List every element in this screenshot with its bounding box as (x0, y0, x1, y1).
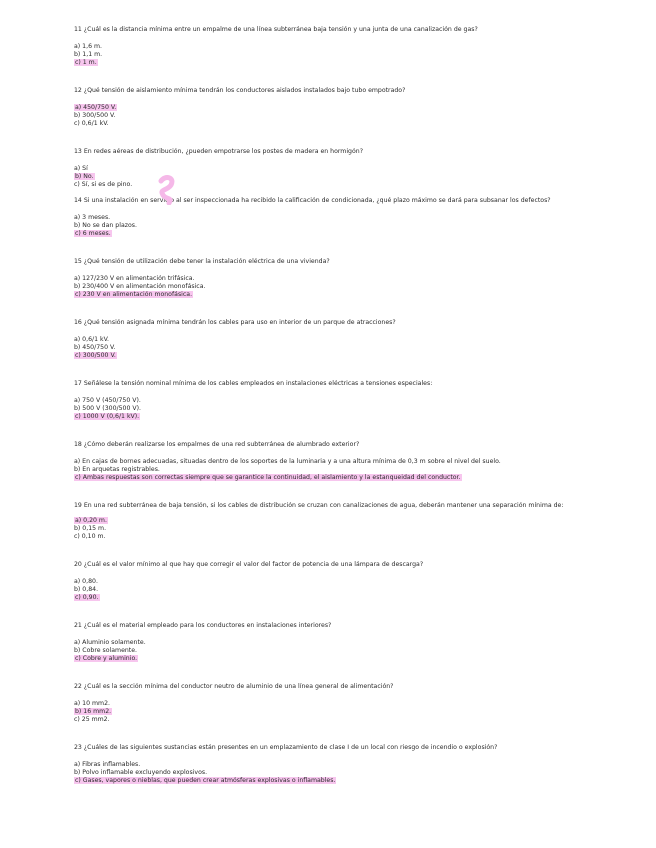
option-b: b) 300/500 V. (74, 112, 116, 119)
option-c-answer: c) 230 V en alimentación monofásica. (75, 291, 193, 298)
option-a: a) 750 V (450/750 V). (74, 397, 141, 404)
option-a: a) Fibras inflamables. (74, 761, 141, 768)
question-text: 17 Señálese la tensión nominal mínima de los cables empleados en instalaciones eléctricas a tensiones especiales: (74, 380, 433, 387)
option-a: a) 3 meses. (74, 214, 111, 221)
option-a-answer: a) 450/750 V. (75, 104, 117, 111)
option-c: c) Sí, si es de pino. (74, 181, 133, 188)
question-text: 21 ¿Cuál es el material empleado para los conductores en instalaciones interiores? (74, 622, 332, 629)
highlighter-mark (155, 175, 179, 205)
option-c-answer: c) 0,90. (75, 594, 99, 601)
question-15 (74, 258, 614, 299)
option-c-answer: c) 1000 V (0,6/1 kV). (75, 413, 140, 420)
option-c-answer: c) Gases, vapores o nieblas, que pueden crear atmósferas explosivas o inflamables. (75, 777, 336, 784)
option-b: b) 0,84. (74, 586, 99, 593)
option-b: b) 230/400 V en alimentación monofásica. (74, 283, 206, 290)
question-22 (74, 683, 614, 724)
question-18 (74, 441, 614, 482)
question-19 (74, 502, 614, 541)
question-text: 18 ¿Cómo deberán realizarse los empalmes de una red subterránea de alumbrado exterior? (74, 441, 360, 448)
option-c-answer: c) Ambas respuestas son correctas siempre que se garantice la continuidad, el aislamiento y la estanqueidad del conductor. (75, 474, 461, 481)
question-text: 11 ¿Cuál es la distancia mínima entre un empalme de una línea subterránea baja tensión y una junta de una canalización de gas? (74, 26, 478, 33)
option-b: b) En arquetas registrables. (74, 466, 160, 473)
option-c-answer: c) 300/500 V. (75, 352, 116, 359)
document-page (74, 26, 614, 785)
question-12 (74, 87, 614, 128)
option-a-answer: a) 0,20 m. (75, 517, 107, 524)
option-b: b) 1,1 m. (74, 51, 103, 58)
question-23 (74, 744, 614, 785)
option-b: b) Polvo inflamable excluyendo explosivos. (74, 769, 208, 776)
option-c-answer: c) Cobre y aluminio. (75, 655, 138, 662)
question-20 (74, 561, 614, 602)
question-text: 20 ¿Cuál es el valor mínimo al que hay que corregir el valor del factor de potencia de una lámpara de descarga? (74, 561, 424, 568)
option-b: b) Cobre solamente. (74, 647, 137, 654)
option-a: a) 0,80. (74, 578, 98, 585)
option-b: b) 450/750 V. (74, 344, 116, 351)
question-11 (74, 26, 614, 67)
question-text: 13 En redes aéreas de distribución, ¿pueden empotrarse los postes de madera en hormigón? (74, 148, 363, 155)
option-a: a) 1,6 m. (74, 43, 102, 50)
question-text: 23 ¿Cuáles de las siguientes sustancias están presentes en un emplazamiento de clase I de un local con riesgo de incendio o explosión? (74, 744, 498, 751)
option-c: c) 0,10 m. (74, 533, 106, 540)
option-c-answer: c) 6 meses. (75, 230, 111, 237)
option-b: b) 0,15 m. (74, 525, 107, 532)
question-text: 22 ¿Cuál es la sección mínima del conductor neutro de aluminio de una línea general de alimentación? (74, 683, 394, 690)
option-a: a) 10 mm2. (74, 700, 110, 707)
option-c: c) 25 mm2. (74, 716, 110, 723)
option-a: a) En cajas de bornes adecuadas, situadas dentro de los soportes de la luminaria y a una altura mínima de 0,3 m sobre el nivel del suelo. (74, 458, 501, 465)
option-b-answer: b) No. (75, 173, 94, 180)
question-16 (74, 319, 614, 360)
option-b: b) 500 V (300/500 V). (74, 405, 141, 412)
option-c: c) 0,6/1 kV. (74, 120, 109, 127)
question-text: 12 ¿Qué tensión de aislamiento mínima tendrán los conductores aislados instalados bajo tubo empotrado? (74, 87, 406, 94)
option-a: a) 127/230 V en alimentación trifásica. (74, 275, 195, 282)
question-17 (74, 380, 614, 421)
option-a: a) Aluminio solamente. (74, 639, 146, 646)
question-text: 16 ¿Qué tensión asignada mínima tendrán los cables para uso en interior de un parque de atracciones? (74, 319, 396, 326)
question-text: 19 En una red subterránea de baja tensión, si los cables de distribución se cruzan con canalizaciones de agua, deberán mantener una separación mínima de: (74, 502, 564, 509)
option-b: b) No se dan plazos. (74, 222, 137, 229)
question-text: 15 ¿Qué tensión de utilización debe tener la instalación eléctrica de una vivienda? (74, 258, 330, 265)
option-b-answer: b) 16 mm2. (75, 708, 112, 715)
option-a: a) 0,6/1 kV. (74, 336, 109, 343)
question-text: 14 Si una instalación en servicio al ser inspeccionada ha recibido la calificación de condicionada, ¿qué plazo máximo se dará para subsanar los defectos? (74, 197, 551, 204)
option-a: a) Sí (74, 165, 88, 172)
question-21 (74, 622, 614, 663)
option-c-answer: c) 1 m. (75, 59, 97, 66)
